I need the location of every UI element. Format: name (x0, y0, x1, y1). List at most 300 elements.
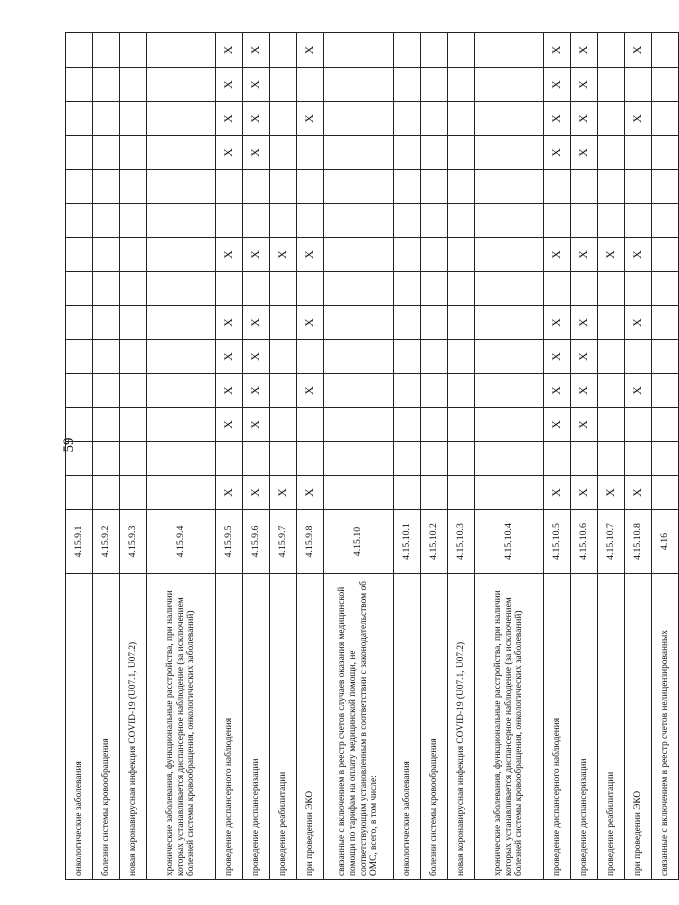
mark-cell: X (297, 102, 324, 136)
table-row (598, 33, 625, 880)
table-rotation-wrapper (65, 35, 670, 880)
mark-cell (652, 374, 679, 408)
table-row (544, 33, 571, 880)
mark-cell (598, 68, 625, 102)
row-name: при проведении ЭКО (625, 574, 652, 880)
mark-cell (625, 272, 652, 306)
mark-cell (448, 33, 475, 68)
mark-cell (652, 442, 679, 476)
row-code: 4.15.10.8 (625, 510, 652, 574)
mark-cell (324, 238, 394, 272)
mark-cell (120, 374, 147, 408)
row-name: проведение диспансерного наблюдения (544, 574, 571, 880)
mark-cell (598, 102, 625, 136)
mark-cell: X (297, 33, 324, 68)
mark-cell (625, 408, 652, 442)
mark-cell (120, 306, 147, 340)
mark-cell (120, 136, 147, 170)
mark-cell (120, 476, 147, 510)
mark-cell (93, 102, 120, 136)
mark-cell (448, 136, 475, 170)
mark-cell (93, 170, 120, 204)
mark-cell (394, 68, 421, 102)
mark-cell (270, 136, 297, 170)
mark-cell (394, 408, 421, 442)
mark-cell (394, 33, 421, 68)
mark-cell: X (571, 408, 598, 442)
mark-cell (93, 204, 120, 238)
mark-cell (147, 170, 216, 204)
mark-cell (66, 204, 93, 238)
mark-cell (598, 204, 625, 238)
mark-cell (147, 33, 216, 68)
mark-cell (475, 33, 544, 68)
row-name: проведение диспансеризации (243, 574, 270, 880)
mark-cell: X (216, 306, 243, 340)
mark-cell (93, 442, 120, 476)
mark-cell (421, 306, 448, 340)
mark-cell: X (216, 238, 243, 272)
mark-cell (147, 442, 216, 476)
mark-cell: X (544, 238, 571, 272)
mark-cell (66, 374, 93, 408)
mark-cell (243, 272, 270, 306)
mark-cell (448, 170, 475, 204)
mark-cell: X (243, 340, 270, 374)
table-body (66, 33, 679, 880)
mark-cell: X (544, 68, 571, 102)
mark-cell (297, 136, 324, 170)
mark-cell: X (216, 408, 243, 442)
table-row (147, 33, 216, 880)
mark-cell: X (243, 408, 270, 442)
mark-cell: X (297, 374, 324, 408)
row-code: 4.15.10.4 (475, 510, 544, 574)
mark-cell: X (544, 33, 571, 68)
mark-cell: X (571, 136, 598, 170)
mark-cell: X (571, 238, 598, 272)
mark-cell: X (216, 476, 243, 510)
mark-cell (394, 476, 421, 510)
mark-cell (66, 68, 93, 102)
mark-cell (421, 442, 448, 476)
row-name: проведение реабилитации (598, 574, 625, 880)
mark-cell (448, 476, 475, 510)
mark-cell (66, 476, 93, 510)
mark-cell (93, 33, 120, 68)
row-code: 4.15.9.6 (243, 510, 270, 574)
mark-cell (652, 272, 679, 306)
mark-cell (421, 204, 448, 238)
mark-cell (421, 170, 448, 204)
mark-cell (93, 136, 120, 170)
table-row (625, 33, 652, 880)
mark-cell: X (571, 374, 598, 408)
table-row (448, 33, 475, 880)
row-code: 4.15.10.7 (598, 510, 625, 574)
mark-cell (475, 476, 544, 510)
mark-cell (598, 33, 625, 68)
mark-cell (448, 272, 475, 306)
mark-cell (598, 408, 625, 442)
mark-cell (216, 170, 243, 204)
row-code: 4.15.10.2 (421, 510, 448, 574)
mark-cell (652, 238, 679, 272)
mark-cell (243, 170, 270, 204)
mark-cell: X (243, 476, 270, 510)
mark-cell (270, 408, 297, 442)
mark-cell (652, 102, 679, 136)
mark-cell (270, 68, 297, 102)
mark-cell (270, 33, 297, 68)
row-code: 4.15.9.2 (93, 510, 120, 574)
mark-cell (598, 306, 625, 340)
mark-cell: X (625, 374, 652, 408)
mark-cell (66, 340, 93, 374)
mark-cell: X (243, 102, 270, 136)
mark-cell (297, 204, 324, 238)
mark-cell: X (598, 238, 625, 272)
mark-cell (66, 102, 93, 136)
mark-cell: X (571, 102, 598, 136)
mark-cell (394, 238, 421, 272)
mark-cell (544, 170, 571, 204)
mark-cell (66, 136, 93, 170)
mark-cell (66, 442, 93, 476)
mark-cell (297, 340, 324, 374)
mark-cell: X (297, 306, 324, 340)
mark-cell (448, 306, 475, 340)
mark-cell (324, 68, 394, 102)
mark-cell (243, 204, 270, 238)
mark-cell: X (544, 306, 571, 340)
mark-cell: X (544, 340, 571, 374)
mark-cell: X (571, 306, 598, 340)
table-row (324, 33, 394, 880)
mark-cell (598, 442, 625, 476)
mark-cell (270, 340, 297, 374)
mark-cell (270, 170, 297, 204)
mark-cell (571, 272, 598, 306)
mark-cell (120, 340, 147, 374)
mark-cell: X (571, 68, 598, 102)
mark-cell (598, 340, 625, 374)
mark-cell: X (544, 408, 571, 442)
mark-cell (475, 272, 544, 306)
mark-cell: X (625, 238, 652, 272)
mark-cell (475, 204, 544, 238)
row-name: проведение диспансерного наблюдения (216, 574, 243, 880)
mark-cell: X (216, 374, 243, 408)
mark-cell (147, 238, 216, 272)
mark-cell (216, 272, 243, 306)
mark-cell (448, 204, 475, 238)
mark-cell: X (544, 476, 571, 510)
mark-cell: X (297, 238, 324, 272)
table-row (475, 33, 544, 880)
row-name: проведение реабилитации (270, 574, 297, 880)
mark-cell (652, 170, 679, 204)
mark-cell (297, 272, 324, 306)
mark-cell (475, 238, 544, 272)
mark-cell (652, 33, 679, 68)
mark-cell (421, 102, 448, 136)
mark-cell (324, 306, 394, 340)
mark-cell (394, 442, 421, 476)
mark-cell: X (216, 340, 243, 374)
table-row (421, 33, 448, 880)
table-row (297, 33, 324, 880)
mark-cell (544, 204, 571, 238)
row-name: новая коронавирусная инфекция COVID-19 (U07.1, U07.2) (120, 574, 147, 880)
mark-cell (66, 272, 93, 306)
table-row (270, 33, 297, 880)
mark-cell (625, 204, 652, 238)
mark-cell (544, 442, 571, 476)
violations-table (65, 32, 679, 880)
mark-cell (270, 374, 297, 408)
row-code: 4.15.9.7 (270, 510, 297, 574)
mark-cell (93, 374, 120, 408)
mark-cell: X (216, 136, 243, 170)
mark-cell (475, 442, 544, 476)
mark-cell (66, 306, 93, 340)
mark-cell (475, 68, 544, 102)
row-name: онкологические заболевания (66, 574, 93, 880)
mark-cell: X (243, 238, 270, 272)
mark-cell (93, 476, 120, 510)
mark-cell (475, 170, 544, 204)
mark-cell (652, 68, 679, 102)
mark-cell: X (544, 136, 571, 170)
mark-cell (625, 340, 652, 374)
row-code: 4.15.10.1 (394, 510, 421, 574)
mark-cell: X (243, 136, 270, 170)
mark-cell (394, 170, 421, 204)
mark-cell (475, 136, 544, 170)
mark-cell (394, 340, 421, 374)
row-code: 4.15.10 (324, 510, 394, 574)
mark-cell (216, 442, 243, 476)
row-name: связанные с включением в реестр счетов нелицензированных (652, 574, 679, 880)
mark-cell (147, 476, 216, 510)
mark-cell: X (243, 306, 270, 340)
mark-cell (147, 408, 216, 442)
mark-cell (120, 204, 147, 238)
row-name: болезни системы кровообращения (421, 574, 448, 880)
mark-cell (147, 340, 216, 374)
mark-cell (421, 408, 448, 442)
mark-cell (394, 306, 421, 340)
mark-cell (93, 238, 120, 272)
mark-cell (120, 408, 147, 442)
mark-cell (324, 102, 394, 136)
mark-cell (270, 442, 297, 476)
row-name: онкологические заболевания (394, 574, 421, 880)
mark-cell (598, 136, 625, 170)
mark-cell: X (571, 476, 598, 510)
mark-cell (147, 374, 216, 408)
mark-cell (324, 476, 394, 510)
mark-cell: X (625, 102, 652, 136)
mark-cell (394, 102, 421, 136)
mark-cell (448, 442, 475, 476)
mark-cell (324, 204, 394, 238)
mark-cell (147, 306, 216, 340)
mark-cell (297, 442, 324, 476)
mark-cell (475, 374, 544, 408)
row-name: болезни системы кровообращения (93, 574, 120, 880)
mark-cell: X (243, 33, 270, 68)
mark-cell (448, 408, 475, 442)
mark-cell: X (625, 476, 652, 510)
mark-cell: X (598, 476, 625, 510)
row-name: хронические заболевания, функциональные расстройства, при наличии которых устанавливается диспансерное наблюдение (за исключением болезней системы кровообращения, онкологических заболеваний) (147, 574, 216, 880)
mark-cell (93, 68, 120, 102)
mark-cell (216, 204, 243, 238)
mark-cell (93, 408, 120, 442)
mark-cell (448, 68, 475, 102)
mark-cell (243, 442, 270, 476)
table-row (216, 33, 243, 880)
mark-cell (475, 102, 544, 136)
mark-cell (652, 476, 679, 510)
mark-cell (652, 306, 679, 340)
mark-cell (625, 442, 652, 476)
row-name: при проведении ЭКО (297, 574, 324, 880)
mark-cell (394, 136, 421, 170)
mark-cell (120, 68, 147, 102)
mark-cell: X (270, 238, 297, 272)
mark-cell (394, 272, 421, 306)
row-code: 4.15.9.1 (66, 510, 93, 574)
table-row (652, 33, 679, 880)
mark-cell (652, 204, 679, 238)
mark-cell (652, 340, 679, 374)
mark-cell (93, 272, 120, 306)
mark-cell (66, 33, 93, 68)
mark-cell (544, 272, 571, 306)
mark-cell (324, 170, 394, 204)
page-number: 59 (60, 437, 77, 453)
mark-cell (66, 238, 93, 272)
mark-cell (598, 170, 625, 204)
row-code: 4.15.9.8 (297, 510, 324, 574)
mark-cell (652, 136, 679, 170)
row-code: 4.15.9.4 (147, 510, 216, 574)
table-row (66, 33, 93, 880)
mark-cell (120, 442, 147, 476)
mark-cell (394, 204, 421, 238)
mark-cell (625, 136, 652, 170)
mark-cell: X (625, 306, 652, 340)
mark-cell (297, 170, 324, 204)
row-name: проведение диспансеризации (571, 574, 598, 880)
mark-cell (448, 340, 475, 374)
mark-cell (571, 442, 598, 476)
row-code: 4.15.10.6 (571, 510, 598, 574)
mark-cell (147, 204, 216, 238)
mark-cell (66, 408, 93, 442)
row-code: 4.15.9.3 (120, 510, 147, 574)
mark-cell (421, 374, 448, 408)
mark-cell (120, 272, 147, 306)
mark-cell: X (216, 68, 243, 102)
mark-cell (93, 340, 120, 374)
mark-cell (448, 102, 475, 136)
mark-cell (652, 408, 679, 442)
mark-cell (297, 68, 324, 102)
mark-cell: X (297, 476, 324, 510)
mark-cell (270, 102, 297, 136)
mark-cell: X (216, 102, 243, 136)
mark-cell (120, 238, 147, 272)
row-code: 4.15.10.5 (544, 510, 571, 574)
mark-cell (421, 476, 448, 510)
mark-cell: X (625, 33, 652, 68)
mark-cell (571, 170, 598, 204)
mark-cell: X (571, 33, 598, 68)
mark-cell (324, 272, 394, 306)
table-row (93, 33, 120, 880)
mark-cell (270, 306, 297, 340)
row-code: 4.15.9.5 (216, 510, 243, 574)
mark-cell (448, 374, 475, 408)
mark-cell (421, 33, 448, 68)
mark-cell (625, 68, 652, 102)
mark-cell: X (571, 340, 598, 374)
mark-cell (270, 272, 297, 306)
row-name: хронические заболевания, функциональные расстройства, при наличии которых устанавливается диспансерное наблюдение (за исключением болезней системы кровообращения, онкологических заболеваний) (475, 574, 544, 880)
mark-cell: X (216, 33, 243, 68)
row-code: 4.15.10.3 (448, 510, 475, 574)
mark-cell (598, 272, 625, 306)
mark-cell (324, 136, 394, 170)
table-row (571, 33, 598, 880)
mark-cell: X (544, 374, 571, 408)
mark-cell (93, 306, 120, 340)
mark-cell (147, 136, 216, 170)
mark-cell (120, 102, 147, 136)
mark-cell (297, 408, 324, 442)
mark-cell (147, 102, 216, 136)
mark-cell (421, 340, 448, 374)
row-code: 4.16 (652, 510, 679, 574)
mark-cell (421, 68, 448, 102)
table-row (120, 33, 147, 880)
mark-cell: X (270, 476, 297, 510)
mark-cell (448, 238, 475, 272)
mark-cell (598, 374, 625, 408)
mark-cell (421, 136, 448, 170)
mark-cell (475, 340, 544, 374)
mark-cell (421, 238, 448, 272)
mark-cell (270, 204, 297, 238)
mark-cell (324, 442, 394, 476)
mark-cell (475, 306, 544, 340)
mark-cell (324, 33, 394, 68)
mark-cell: X (243, 374, 270, 408)
mark-cell (571, 204, 598, 238)
row-name: новая коронавирусная инфекция COVID-19 (U07.1, U07.2) (448, 574, 475, 880)
mark-cell (120, 170, 147, 204)
mark-cell (475, 408, 544, 442)
mark-cell (394, 374, 421, 408)
mark-cell (66, 170, 93, 204)
mark-cell: X (544, 102, 571, 136)
mark-cell (120, 33, 147, 68)
mark-cell (324, 374, 394, 408)
